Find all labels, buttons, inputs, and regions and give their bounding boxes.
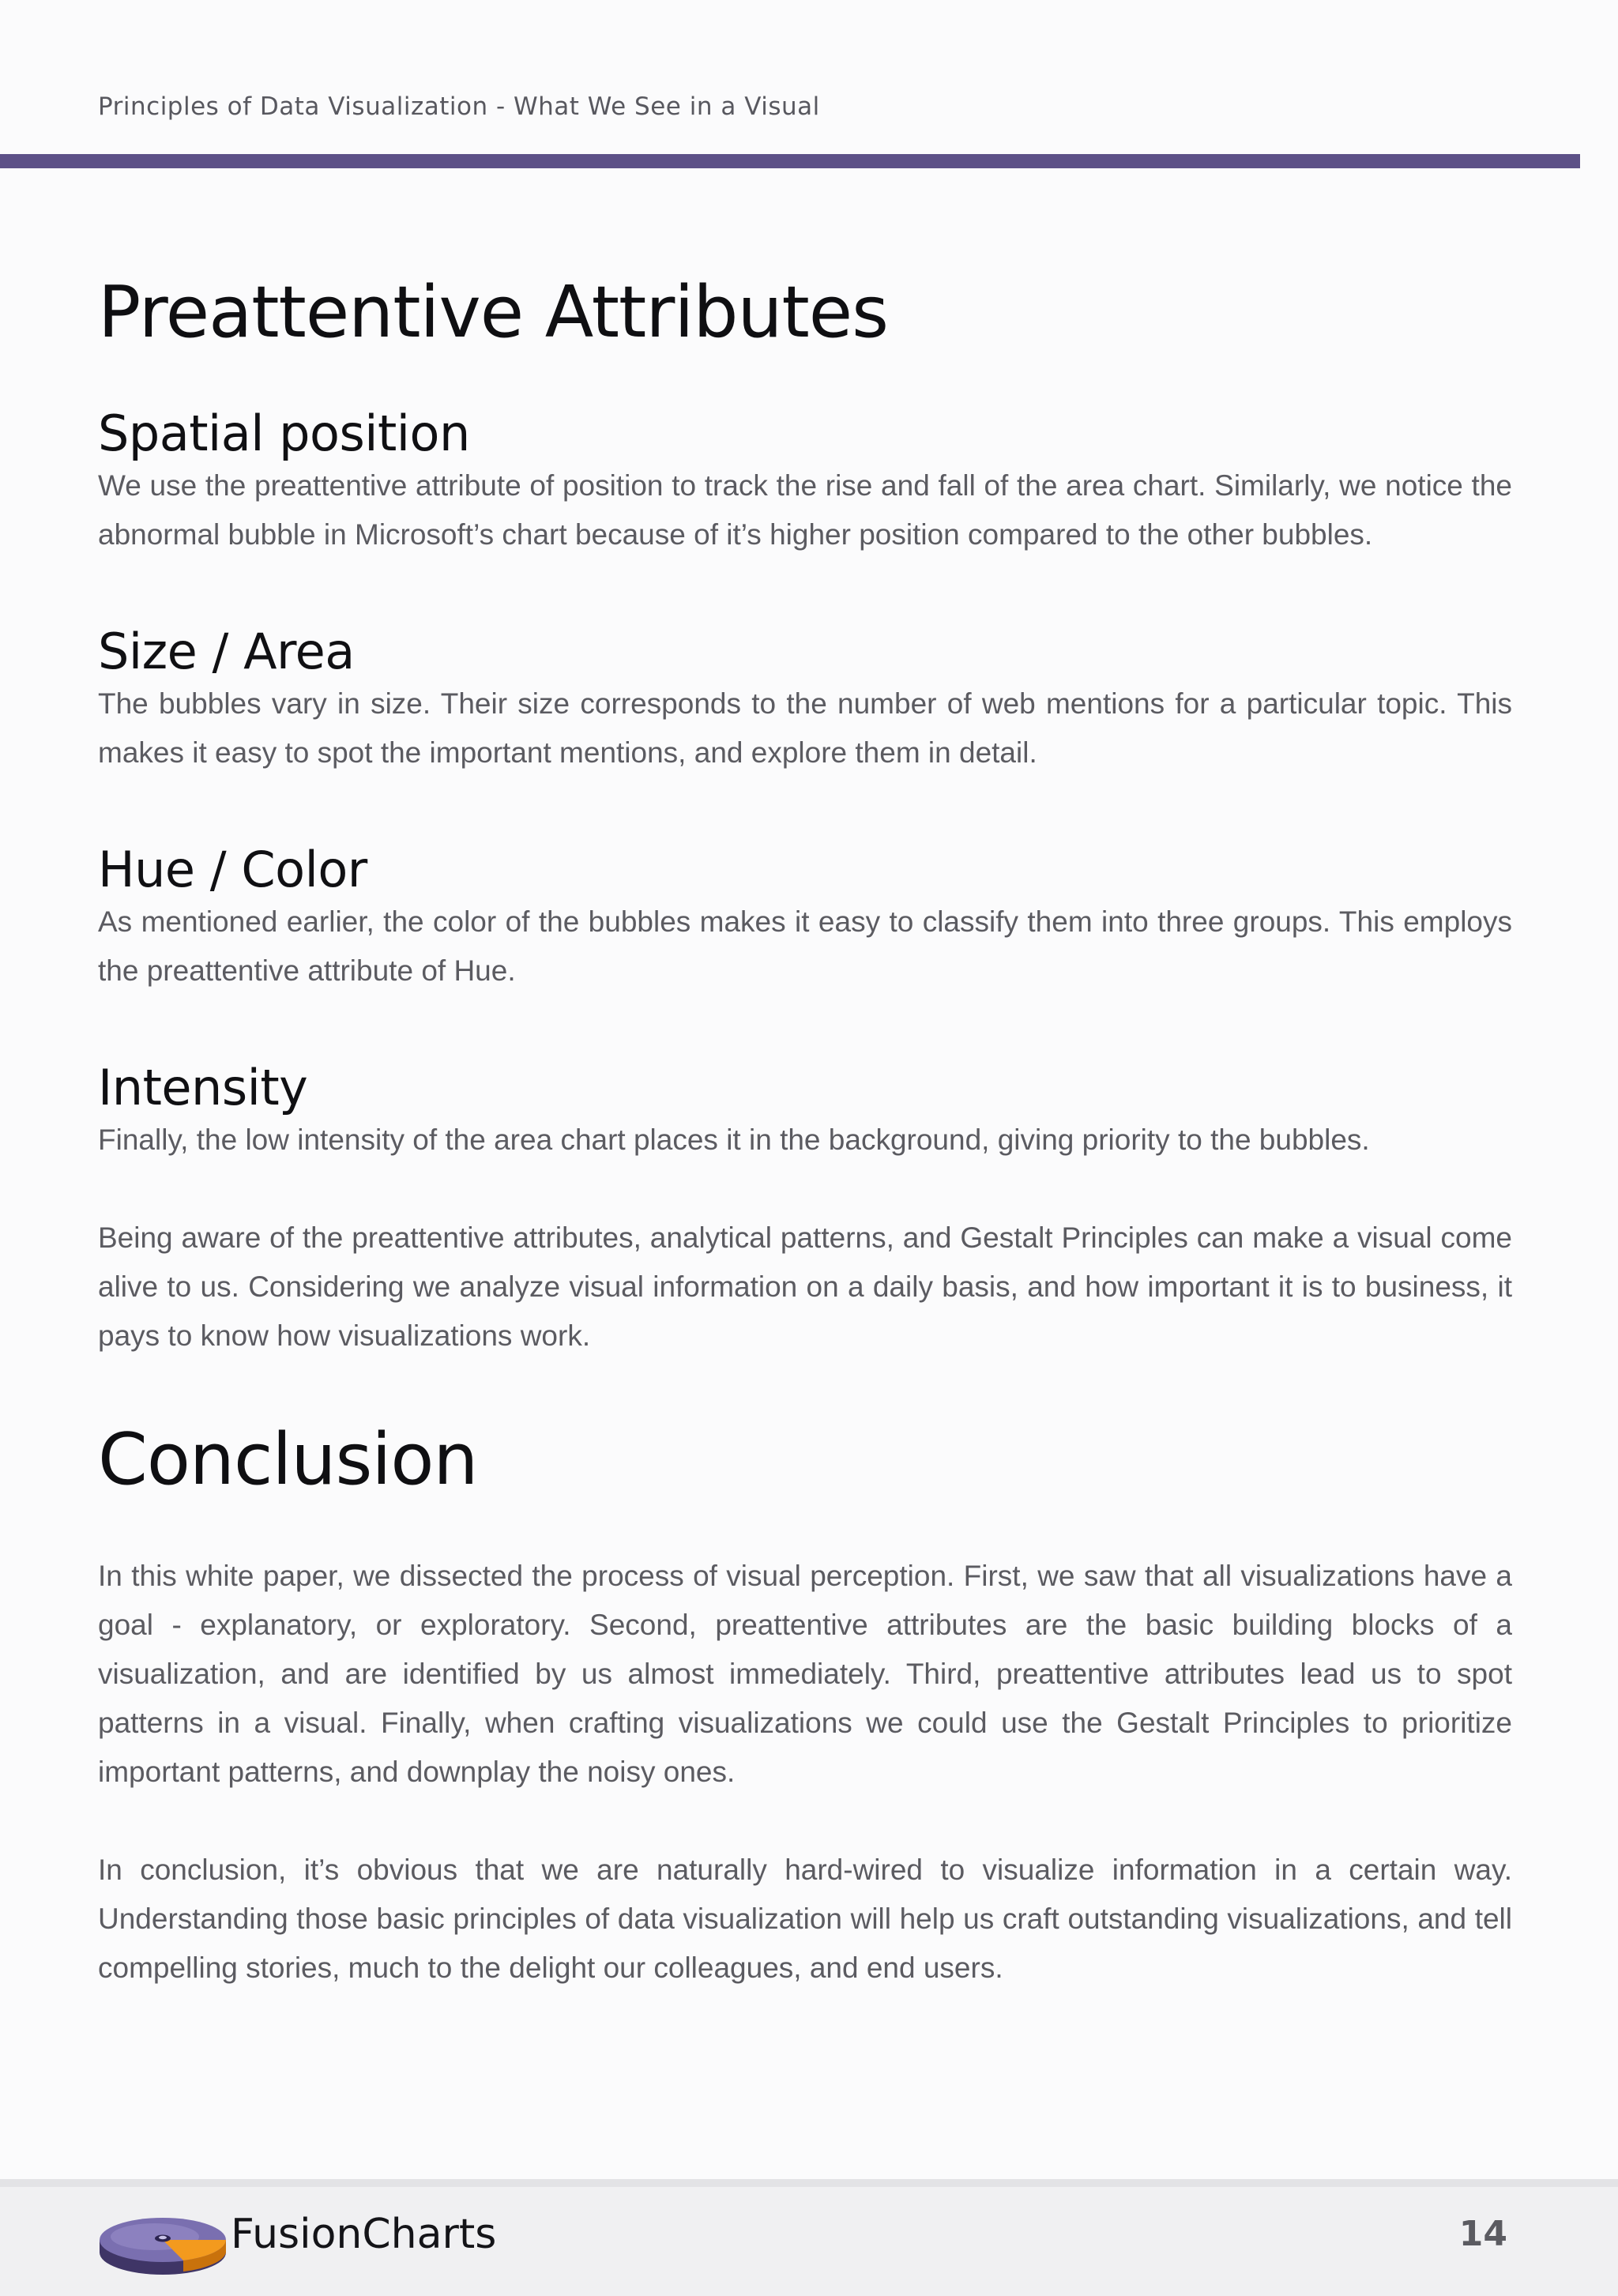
paragraph-preattentive-closing: Being aware of the preattentive attributes, analytical patterns, and Gestalt Principles can make a visual come alive to us. Considering we analyze visual information on a daily basis, and how important it is to business, it pays to know how visualizations work.: [98, 1221, 1512, 1352]
running-header: Principles of Data Visualization - What We See in a Visual: [98, 92, 820, 121]
section-title-preattentive: Preattentive Attributes: [98, 271, 889, 354]
brand-name: FusionCharts: [231, 2211, 497, 2258]
paragraph-size-area: The bubbles vary in size. Their size corresponds to the number of web mentions for a particular topic. This makes it easy to spot the important mentions, and explore them in detail.: [98, 687, 1512, 769]
subheading-spatial-position: Spatial position: [98, 405, 470, 462]
subheading-intensity: Intensity: [98, 1059, 308, 1116]
page-number: 14: [1458, 2214, 1507, 2254]
paragraph-conclusion-2: In conclusion, it’s obvious that we are naturally hard-wired to visualize information in a certain way. Understanding those basic principles of data visualization will help us craft outstanding visualizations, and tell compelling stories, much to the delight our colleagues, and end users.: [98, 1854, 1512, 1984]
fusioncharts-pie-logo-icon: [96, 2208, 229, 2276]
paragraph-conclusion-1: In this white paper, we dissected the process of visual perception. First, we saw that all visualizations have a goal - explanatory, or exploratory. Second, preattentive attributes are the basic building blocks of a visualization, and are identified by us almost immediately. Third, preattentive attributes lead us to spot patterns in a visual. Finally, when crafting visualizations we could use the Gestalt Principles to prioritize important patterns, and downplay the noisy ones.: [98, 1560, 1512, 1788]
paragraph-hue-color: As mentioned earlier, the color of the bubbles makes it easy to classify them into three groups. This employs the preattentive attribute of Hue.: [98, 905, 1512, 987]
subheading-hue-color: Hue / Color: [98, 841, 367, 898]
page-content: [98, 269, 1512, 1993]
header-divider: [0, 154, 1580, 168]
paragraph-spatial-position: We use the preattentive attribute of position to track the rise and fall of the area chart. Similarly, we notice the abnormal bubble in Microsoft’s chart because of it’s higher position compared to the other bubbles.: [98, 469, 1512, 551]
paragraph-intensity: Finally, the low intensity of the area chart places it in the background, giving priority to the bubbles.: [98, 1124, 1370, 1156]
section-title-conclusion: Conclusion: [98, 1418, 478, 1501]
subheading-size-area: Size / Area: [98, 623, 355, 680]
